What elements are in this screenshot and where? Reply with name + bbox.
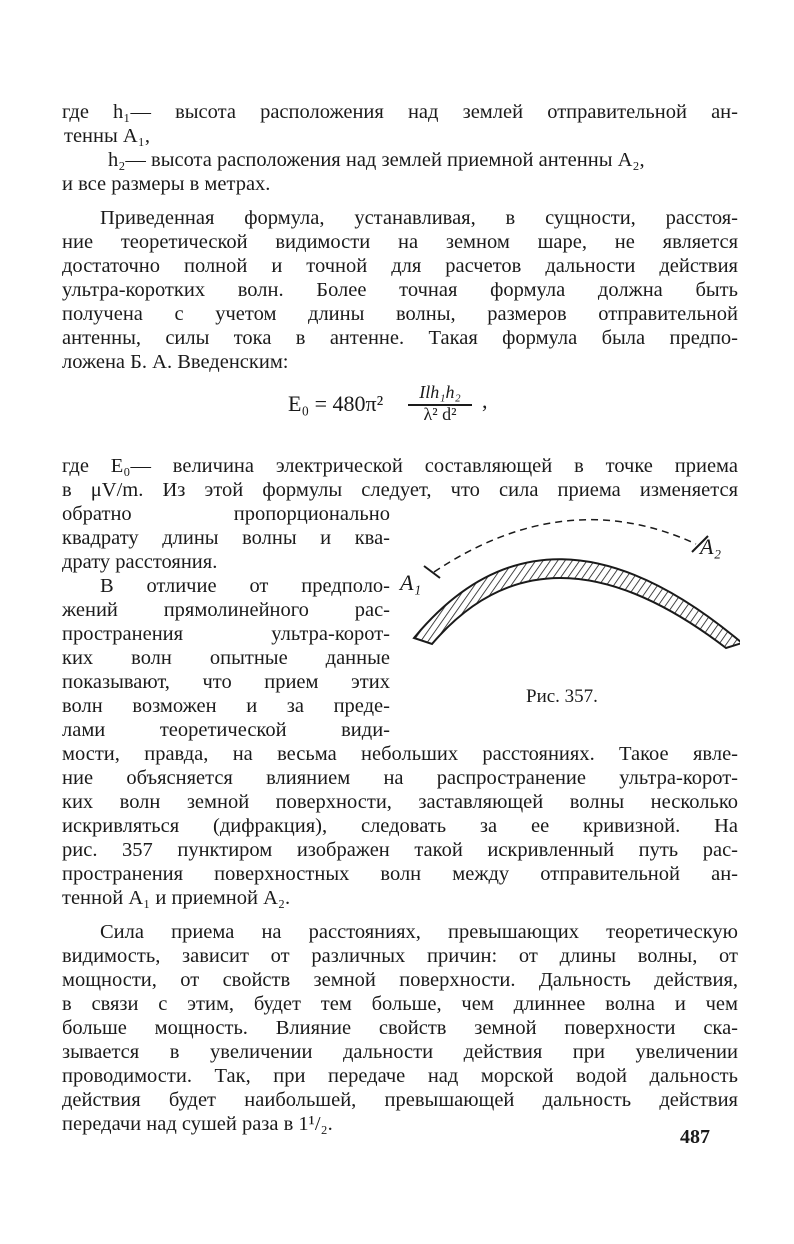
text-line: передачи над сушей раза в 1¹/₂. [62, 1113, 333, 1135]
text-line: показывают, что прием этих [62, 671, 390, 693]
text-line: проводимости. Так, при передаче над морской водой дальность [62, 1065, 738, 1087]
formula-lhs: E₀ = 480π² [288, 391, 384, 416]
text-line: и все размеры в метрах. [62, 173, 271, 195]
text-line: ние объясняется влиянием на распространение ультра-корот- [62, 767, 738, 789]
text-line: жений прямолинейного рас- [62, 599, 390, 621]
text-line: ложена Б. А. Введенским: [62, 351, 289, 373]
text-line: лами теоретической види- [62, 719, 390, 741]
text-line: в связи с этим, будет тем больше, чем длиннее волна и чем [62, 993, 738, 1015]
text-line: достаточно полной и точной для расчетов дальности действия [62, 255, 738, 277]
text-line: Сила приема на расстояниях, превышающих теоретическую [100, 921, 738, 943]
text-line: действия будет наибольшей, превышающей дальность действия [62, 1089, 738, 1111]
earth-surface [414, 559, 740, 648]
text-line: пространения поверхностных волн между отправительной ан- [62, 863, 738, 885]
text-line: ультра-коротких волн. Более точная формула должна быть [62, 279, 738, 301]
text-line: тенны A₁, [64, 125, 150, 147]
text-line: в μV/m. Из этой формулы следует, что сила приема изменяется [62, 479, 738, 501]
figure-357 [396, 498, 740, 674]
formula-denominator: λ² d² [423, 404, 457, 424]
text-line: больше мощность. Влияние свойств земной поверхности ска- [62, 1017, 738, 1039]
text-line: В отличие от предполо- [100, 575, 390, 597]
text-line: мости, правда, на весьма небольших расстояниях. Такое явле- [62, 743, 738, 765]
text-line: где E₀— величина электрической составляющей в точке приема [62, 455, 738, 477]
text-line: пространения ультра-корот- [62, 623, 390, 645]
text-line: обратно пропорционально [62, 503, 390, 525]
text-line: драту расстояния. [62, 551, 218, 573]
text-line: видимость, зависит от различных причин: от длины волны, от [62, 945, 738, 967]
text-line: зывается в увеличении дальности действия при увеличении [62, 1041, 738, 1063]
formula-numerator: Ilh₁h₂ [419, 382, 461, 402]
text-line: где h₁— высота расположения над землей отправительной ан- [62, 101, 738, 123]
text-line: антенны, силы тока в антенне. Такая формула была предпо- [62, 327, 738, 349]
text-line: получена с учетом длины волны, размеров отправительной [62, 303, 738, 325]
text-line: тенной A₁ и приемной A₂. [62, 887, 291, 909]
text-line: рис. 357 пунктиром изображен такой искривленный путь рас- [62, 839, 738, 861]
text-line: волн возможен и за преде- [62, 695, 390, 717]
formula-fraction [400, 382, 480, 428]
text-line: квадрату длины волны и ква- [62, 527, 390, 549]
figure-caption: Рис. 357. [526, 686, 598, 707]
formula-comma: , [482, 388, 488, 413]
text-line: мощности, от свойств земной поверхности. Дальность действия, [62, 969, 738, 991]
page-number: 487 [680, 1126, 710, 1148]
text-line: ких волн опытные данные [62, 647, 390, 669]
text-line: h₂— высота расположения над землей приемной антенны A₂, [108, 149, 645, 171]
antenna-a1 [424, 566, 440, 578]
earth-arc-diagram [396, 498, 740, 674]
text-line: Приведенная формула, устанавливая, в сущности, расстоя- [100, 207, 738, 229]
text-line: искривляться (дифракция), следовать за ее кривизной. На [62, 815, 738, 837]
label-a1: A₁ [400, 570, 422, 595]
text-line: ких волн земной поверхности, заставляющей волны несколько [62, 791, 738, 813]
text-line: ние теоретической видимости на земном шаре, не является [62, 231, 738, 253]
label-a2: A₂ [700, 534, 722, 559]
